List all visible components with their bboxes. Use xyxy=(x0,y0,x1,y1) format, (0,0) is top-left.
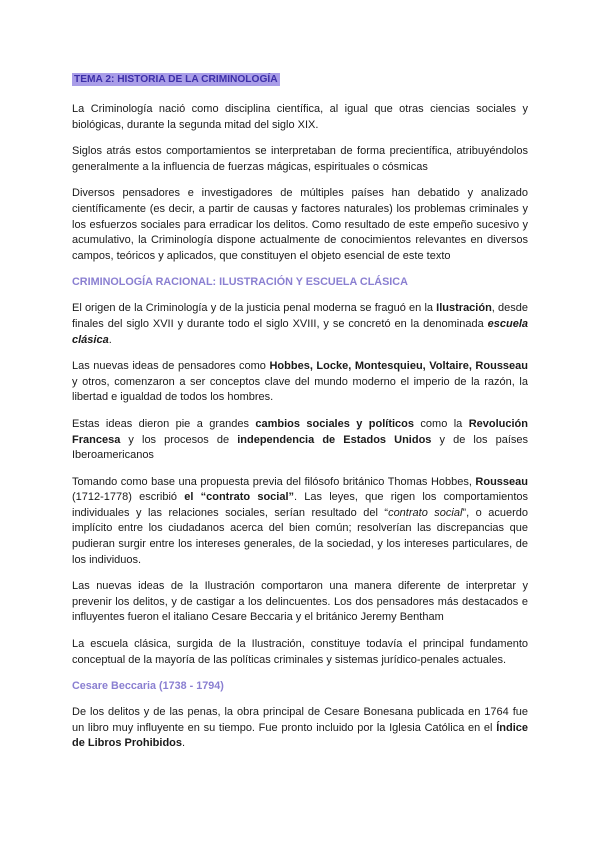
text-run: . xyxy=(108,333,112,346)
title-block xyxy=(72,70,528,88)
text-run: De los delitos y de las penas, la obra principal de Cesare Bonesana publicada en 1764 fue un libro muy influyente en su tiempo. Fue pronto incluido por la Iglesia Católica en el xyxy=(72,706,528,734)
paragraph-cambios xyxy=(72,417,528,464)
section-heading-criminologia-racional: CRIMINOLOGÍA RACIONAL: ILUSTRACIÓN Y ESCUELA CLÁSICA xyxy=(72,276,408,289)
text-run: como la xyxy=(414,417,469,430)
bold-revolucion: Revolución Francesa xyxy=(72,417,528,446)
bold-rousseau: Rousseau xyxy=(475,475,528,488)
paragraph-delitos-penas xyxy=(72,705,528,752)
text-run: Estas ideas dieron pie a grandes xyxy=(72,417,256,430)
paragraph-nuevas-ideas: Las nuevas ideas de la Ilustración comportaron una manera diferente de interpretar y prevenir los delitos, y de castigar a los delincuentes. Los dos pensadores más destacados e influyentes fueron el italiano Cesare Beccaria y el británico Jeremy Bentham xyxy=(72,580,528,624)
text-run: ”, o acuerdo implícito entre los ciudadanos acerca del bien común; resolverían las discrepancias que pudieran surgir entre los intereses generales, de la sociedad, y los intereses particulares, de los individuos. xyxy=(72,506,528,566)
paragraph-intro: La Criminología nació como disciplina científica, al igual que otras ciencias sociales y biológicas, durante la segunda mitad del siglo XIX. xyxy=(72,103,528,131)
paragraph-origen xyxy=(72,301,528,348)
bold-contrato-social: el “contrato social” xyxy=(184,491,295,504)
text-run: Las nuevas ideas de pensadores como xyxy=(72,360,270,373)
bold-italic-escuela-clasica: escuela clásica xyxy=(72,317,528,346)
paragraph-escuela-clasica: La escuela clásica, surgida de la Ilustración, constituye todavía el principal fundamento conceptual de la mayoría de las políticas criminales y sistemas jurídico-penales actuales. xyxy=(72,638,528,666)
paragraph-precientifica: Siglos atrás estos comportamientos se interpretaban de forma precientífica, atribuyéndolos generalmente a la influencia de fuerzas mágicas, espirituales o cósmicas xyxy=(72,145,528,173)
text-run: (1712-1778) escribió xyxy=(72,491,185,504)
text-run: , desde finales del siglo XVII y durante todo el siglo XVIII, y se concretó en la denominada xyxy=(72,302,528,330)
paragraph-investigadores: Diversos pensadores e investigadores de múltiples países han debatido y analizado científicamente (es decir, a partir de causas y factores naturales) los problemas criminales y los esfuerzos sociales para erradicar los delitos. Como resultado de este empeño sucesivo y acumulativo, la Criminología dispone actualmente de conocimientos relevantes en diversos campos, teóricos y aplicados, que constituyen el objeto esencial de este texto xyxy=(72,187,528,262)
bold-indice: Índice de Libros Prohibidos xyxy=(72,721,528,750)
text-run: El origen de la Criminología y de la justicia penal moderna se fraguó en la xyxy=(72,302,437,315)
italic-contrato-social: contrato social xyxy=(388,506,463,519)
document-title: TEMA 2: HISTORIA DE LA CRIMINOLOGÍA xyxy=(74,74,278,85)
bold-independencia: independencia de Estados Unidos xyxy=(237,433,432,446)
bold-ilustracion: Ilustración xyxy=(436,302,492,315)
text-run: y otros, comenzaron a ser conceptos clave del mundo moderno el imperio de la razón, la libertad e igualdad de todos los hombres. xyxy=(72,375,528,404)
text-run: . Las leyes, que rigen los comportamientos individuales y las relaciones sociales, serían resultado del “ xyxy=(72,491,528,519)
text-run: . xyxy=(182,737,186,750)
text-run: y de los países Iberoamericanos xyxy=(72,433,528,462)
bold-pensadores: Hobbes, Locke, Montesquieu, Voltaire, Rousseau xyxy=(269,360,529,373)
paragraph-rousseau xyxy=(72,475,528,569)
section-heading-beccaria: Cesare Beccaria (1738 - 1794) xyxy=(72,680,224,693)
bold-cambios: cambios sociales y políticos xyxy=(255,417,415,430)
document-page xyxy=(72,70,528,763)
paragraph-pensadores xyxy=(72,359,528,406)
text-run: y los procesos de xyxy=(120,433,238,446)
text-run: Tomando como base una propuesta previa del filósofo británico Thomas Hobbes, xyxy=(72,475,476,488)
